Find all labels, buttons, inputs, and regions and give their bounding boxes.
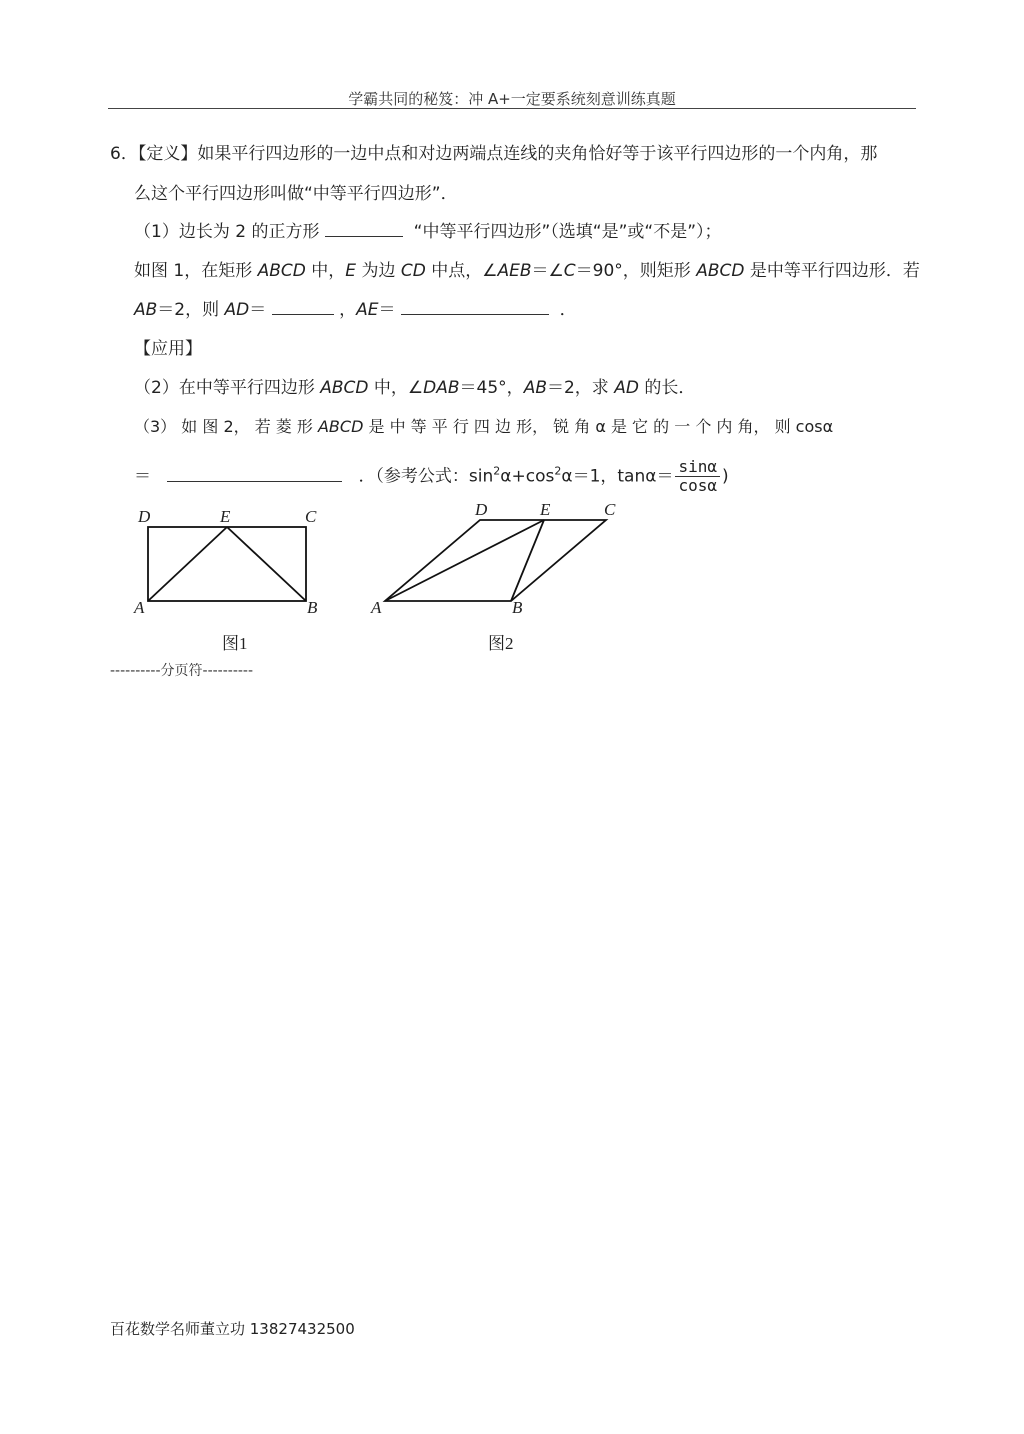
q3-ref-a: ．（参考公式：sin: [358, 466, 494, 487]
rect-cd: CD: [400, 261, 426, 281]
fig2-label-d: D: [475, 500, 488, 519]
fig1-label-d: D: [138, 507, 151, 526]
rect-abcd-2: ABCD: [696, 261, 745, 281]
rect-text-c: 为边: [356, 261, 401, 281]
fraction-denominator: cosα: [678, 476, 717, 495]
fig1-caption: 图1: [222, 634, 248, 653]
fig2-label-a: A: [371, 598, 382, 617]
q3-sup-2: 2: [554, 464, 562, 478]
definition-tag: 【定义】: [137, 144, 198, 164]
q3-close: ): [721, 466, 729, 487]
rect-text-g: 是中等平行四边形．若: [744, 261, 920, 281]
page-header-title: 学霸共同的秘笈：冲 A+一定要系统刻意训练真题: [348, 90, 676, 108]
fig1-label-b: B: [307, 598, 318, 617]
rect-c: C: [563, 261, 576, 281]
page-break-marker: ----------分页符----------: [110, 663, 254, 679]
q2-text-d: ＝2，求: [546, 378, 615, 398]
q1-suffix: “中等平行四边形”（选填“是”或“不是”）；: [413, 222, 722, 242]
fig2-segment-be: [511, 520, 544, 601]
rect-text-b: 中，: [305, 261, 346, 281]
rect-aeb: AEB: [497, 261, 532, 281]
fig2-label-c: C: [604, 500, 616, 519]
ad-label: AD: [224, 300, 250, 320]
definition-text-1: 如果平行四边形的一边中点和对边两端点连线的夹角恰好等于该平行四边形的一个内角，那: [197, 144, 878, 164]
rect-text-e: ＝∠: [531, 261, 564, 281]
ab-text: ＝2，则: [157, 300, 225, 320]
ae-eq: ＝: [378, 300, 401, 320]
q3-eq: ＝: [134, 466, 151, 487]
footer-contact: 百花数学名师董立功 13827432500: [110, 1320, 355, 1338]
ae-label: AE: [356, 300, 379, 320]
application-tag: 【应用】: [134, 339, 202, 359]
fig2-rhombus: [385, 520, 606, 601]
fig1-label-a: A: [134, 598, 145, 617]
fig1-label-c: C: [305, 507, 317, 526]
q3-text-b: 是 中 等 平 行 四 边 形， 锐 角 α 是 它 的 一 个 内 角， 则 cosα: [363, 417, 834, 436]
q2-ab: AB: [523, 378, 547, 398]
q2-ad: AD: [614, 378, 639, 398]
fig1-segment-ae: [148, 527, 227, 601]
ae-separator: ，: [339, 300, 357, 320]
definition-text-2: 么这个平行四边形叫做“中等平行四边形”．: [134, 184, 458, 204]
fig2-label-b: B: [512, 598, 523, 617]
ab-label: AB: [134, 300, 158, 320]
q2-text-b: 中，∠: [368, 378, 424, 398]
fig2-caption: 图2: [488, 634, 514, 653]
q1-prefix: （1）边长为 2 的正方形: [134, 222, 325, 242]
rect-text-f: ＝90°，则矩形: [575, 261, 697, 281]
rect-text-a: 如图 1，在矩形: [134, 261, 258, 281]
q3-sup-1: 2: [493, 464, 501, 478]
end-dot: ．: [559, 300, 577, 320]
rect-abcd: ABCD: [257, 261, 306, 281]
rect-e: E: [345, 261, 357, 281]
q2-text-a: （2）在中等平行四边形: [134, 378, 321, 398]
fig2-label-e: E: [540, 500, 551, 519]
q2-abcd: ABCD: [320, 378, 369, 398]
q2-text-c: ＝45°，: [459, 378, 524, 398]
rect-text-d: 中点，∠: [425, 261, 498, 281]
q2-dab: DAB: [423, 378, 460, 398]
fig1-segment-be: [227, 527, 306, 601]
fig1-rectangle: [148, 527, 306, 601]
q3-ref-c: α＝1，tanα＝: [561, 466, 674, 487]
q2-text-e: 的长．: [638, 378, 696, 398]
fraction-numerator: sinα: [675, 458, 720, 477]
q3-ref-b: α+cos: [500, 466, 555, 487]
fig1-label-e: E: [220, 507, 231, 526]
q3-text-a: （3） 如 图 2， 若 菱 形: [134, 417, 318, 436]
figure-2: [385, 520, 606, 601]
figures-svg: [0, 0, 1024, 700]
figure-1: [148, 527, 306, 601]
problem-number: 6．: [110, 144, 138, 164]
ad-eq: ＝: [249, 300, 272, 320]
q3-abcd: ABCD: [317, 417, 364, 436]
